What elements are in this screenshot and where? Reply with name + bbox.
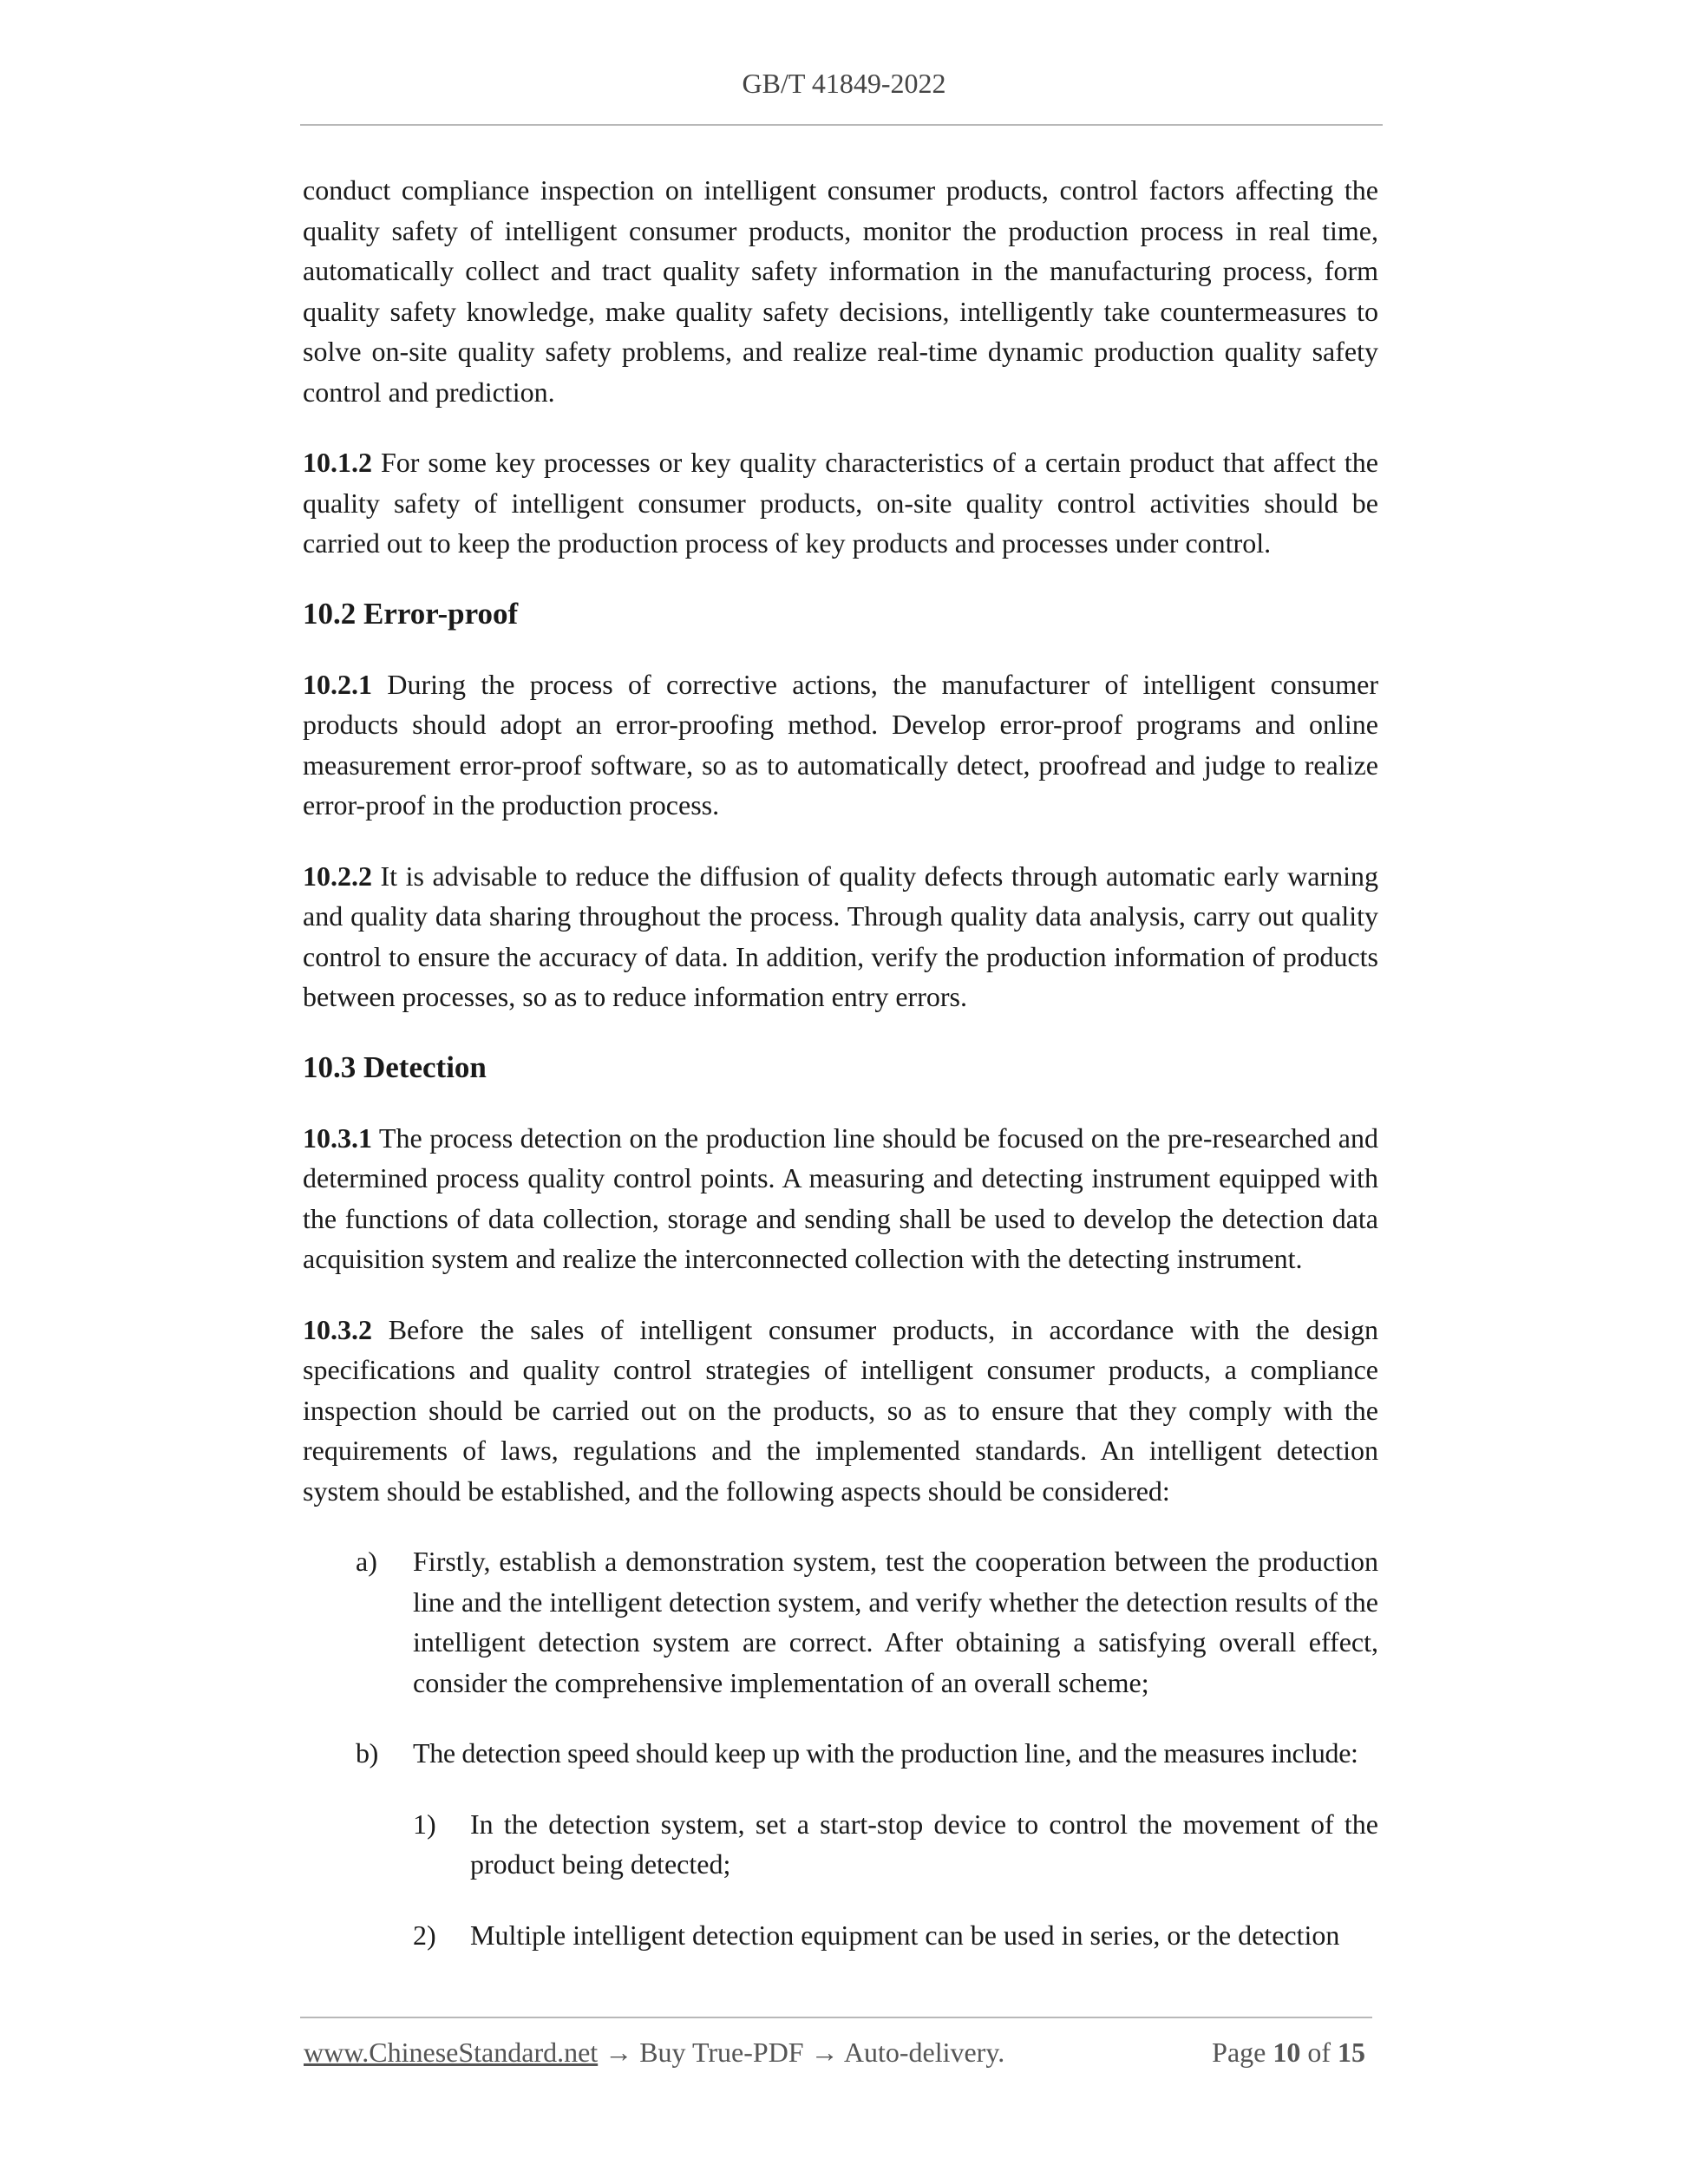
clause-10-3-1 [303, 1118, 1378, 1279]
sub-list-item-2 [303, 1915, 1378, 1956]
list-item-text: Firstly, establish a demonstration system, test the cooperation between the production line and the intelligent detection system, and verify whether the detection results of the intelligent detection system are correct. After obtaining a satisfying overall effect, consider the comprehensive implementation of an overall scheme; [413, 1546, 1378, 1698]
list-item-a [303, 1541, 1378, 1703]
section-heading-10-2: 10.2 Error-proof [303, 596, 519, 631]
of-label: of [1300, 2037, 1338, 2068]
clause-text: During the process of corrective actions, the manufacturer of intelligent consumer products should adopt an error-proofing method. Develop error-proof programs and online measurement error-proof software, so as to automatically detect, proofread and judge to realize error-proof in the production process. [303, 668, 1378, 821]
total-pages-number: 15 [1338, 2037, 1365, 2068]
section-heading-10-3: 10.3 Detection [303, 1049, 487, 1084]
document-body [303, 170, 1378, 1985]
clause-number: 10.2.2 [303, 860, 372, 892]
clause-10-1-2 [303, 442, 1378, 564]
list-marker: b) [356, 1737, 378, 1769]
clause-text: For some key processes or key quality characteristics of a certain product that affect the quality safety of intelligent consumer products, on-site quality control activities should be carried out to keep the production process of key products and processes under control. [303, 447, 1378, 559]
clause-number: 10.3.2 [303, 1313, 372, 1345]
page-label: Page [1212, 2037, 1273, 2068]
clause-number: 10.1.2 [303, 447, 372, 478]
list-item-b [303, 1733, 1378, 1774]
sub-list-marker: 1) [413, 1808, 436, 1840]
footer-divider [300, 2017, 1372, 2018]
sub-list-item-1 [303, 1804, 1378, 1885]
footer-promo [304, 2037, 1004, 2069]
header-divider [300, 124, 1383, 126]
clause-text: Before the sales of intelligent consumer products, in accordance with the design specifications and quality control strategies of intelligent consumer products, a compliance inspection should be carried out on the products, so as to ensure that they comply with the requirements of laws, regulations and the implemented standards. An intelligent detection system should be established, and the following aspects should be considered: [303, 1313, 1378, 1507]
list-marker: a) [356, 1546, 377, 1577]
sub-list-item-text: Multiple intelligent detection equipment can be used in series, or the detection [470, 1919, 1340, 1951]
clause-text: It is advisable to reduce the diffusion of quality defects through automatic early warning and quality data sharing throughout the process. Through quality data analysis, carry out quality control to ensure the accuracy of data. In addition, verify the production information of products between processes, so as to reduce information entry errors. [303, 860, 1378, 1012]
clause-text: The process detection on the production line should be focused on the pre-researched and determined process quality control points. A measuring and detecting instrument equipped with the functions of data collection, storage and sending shall be used to develop the detection data acquisition system and realize the interconnected collection with the detecting instrument. [303, 1121, 1378, 1274]
paragraph-continuation: conduct compliance inspection on intelligent consumer products, control factors affecting the quality safety of intelligent consumer products, monitor the production process in real time, automatically collect and tract quality safety information in the manufacturing process, form quality safety knowledge, make quality safety decisions, intelligently take countermeasures to solve on-site quality safety problems, and realize real-time dynamic production quality safety control and prediction. [303, 174, 1378, 408]
clause-10-3-2 [303, 1310, 1378, 1512]
page-indicator [1212, 2037, 1365, 2069]
clause-10-2-1 [303, 664, 1378, 826]
sub-list-marker: 2) [413, 1919, 436, 1951]
clause-10-2-2 [303, 856, 1378, 1017]
sub-list-item-text: In the detection system, set a start-stop device to control the movement of the product being detected; [470, 1808, 1378, 1880]
list-item-text: The detection speed should keep up with the production line, and the measures include: [413, 1737, 1358, 1769]
website-link[interactable]: www.ChineseStandard.net [304, 2037, 599, 2068]
clause-number: 10.2.1 [303, 668, 372, 700]
footer-promo-text: → Buy True-PDF → Auto-delivery. [598, 2037, 1005, 2068]
current-page-number: 10 [1273, 2037, 1301, 2068]
clause-number: 10.3.1 [303, 1121, 372, 1154]
document-header-code: GB/T 41849-2022 [742, 68, 946, 99]
